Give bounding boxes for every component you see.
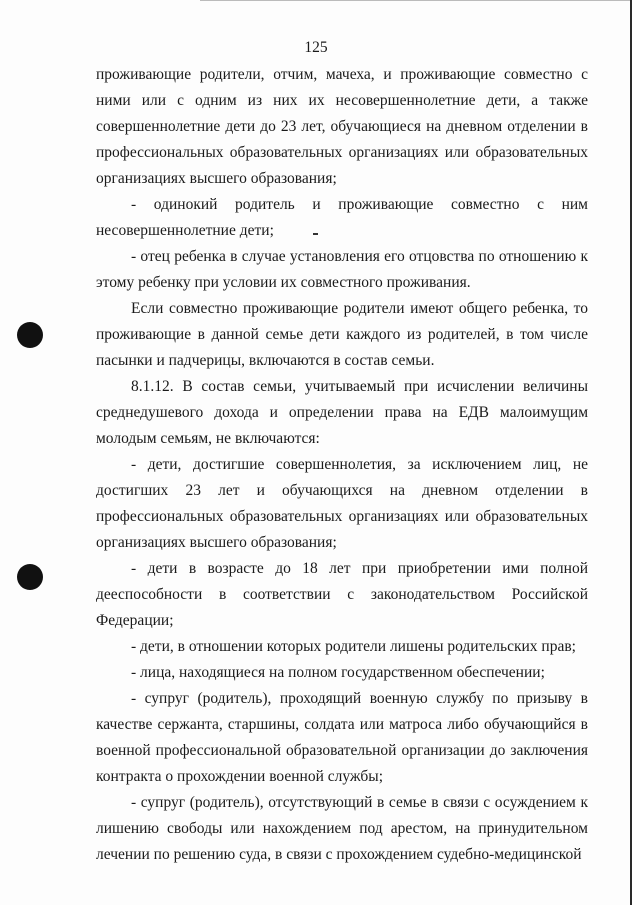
scan-top-edge — [200, 0, 632, 1]
paragraph: - одинокий родитель и проживающие совместно с ним несовершеннолетние дети; — [96, 196, 588, 239]
paragraph: Если совместно проживающие родители имеют общего ребенка, то проживающие в данной семье дети каждого из родителей, в том числе пасынки и падчерицы, включаются в состав семьи. — [96, 300, 588, 369]
punch-hole-mark — [17, 564, 43, 590]
scan-speck-mark — [313, 233, 318, 235]
paragraph: - дети, достигшие совершеннолетия, за исключением лиц, не достигших 23 лет и обучающихся на дневном отделении в профессиональных образовательных организациях или образовательных организациях высшего образования; — [96, 456, 588, 551]
paragraph: - супруг (родитель), проходящий военную службу по призыву в качестве сержанта, старшины, солдата или матроса либо обучающийся в военной профессиональной образовательной организации до заключения контракта о прохождении военной службы; — [96, 690, 588, 785]
punch-hole-mark — [17, 322, 43, 348]
paragraph: - дети, в отношении которых родители лишены родительских прав; — [131, 638, 576, 655]
paragraph: проживающие родители, отчим, мачеха, и проживающие совместно с ними или с одним из них их несовершеннолетние дети, а также совершеннолетние дети до 23 лет, обучающиеся на дневном отделении в профессиональных образовательных организациях или образовательных организациях высшего образования; — [96, 66, 588, 187]
paragraph: - супруг (родитель), отсутствующий в семье в связи с осуждением к лишению свободы или нахождением под арестом, на принудительном лечении по решению суда, в связи с прохождением судебно-медицинской — [96, 794, 588, 863]
paragraph: - дети в возрасте до 18 лет при приобретении ими полной дееспособности в соответствии с законодательством Российской Федерации; — [96, 560, 588, 629]
paragraph: - лица, находящиеся на полном государственном обеспечении; — [131, 664, 545, 681]
paragraph: - отец ребенка в случае установления его отцовства по отношению к этому ребенку при условии их совместного проживания. — [96, 248, 588, 291]
page-number: 125 — [304, 39, 328, 56]
document-body — [96, 62, 588, 868]
paragraph: 8.1.12. В состав семьи, учитываемый при исчислении величины среднедушевого дохода и определении права на ЕДВ малоимущим молодым семьям, не включаются: — [96, 378, 588, 447]
